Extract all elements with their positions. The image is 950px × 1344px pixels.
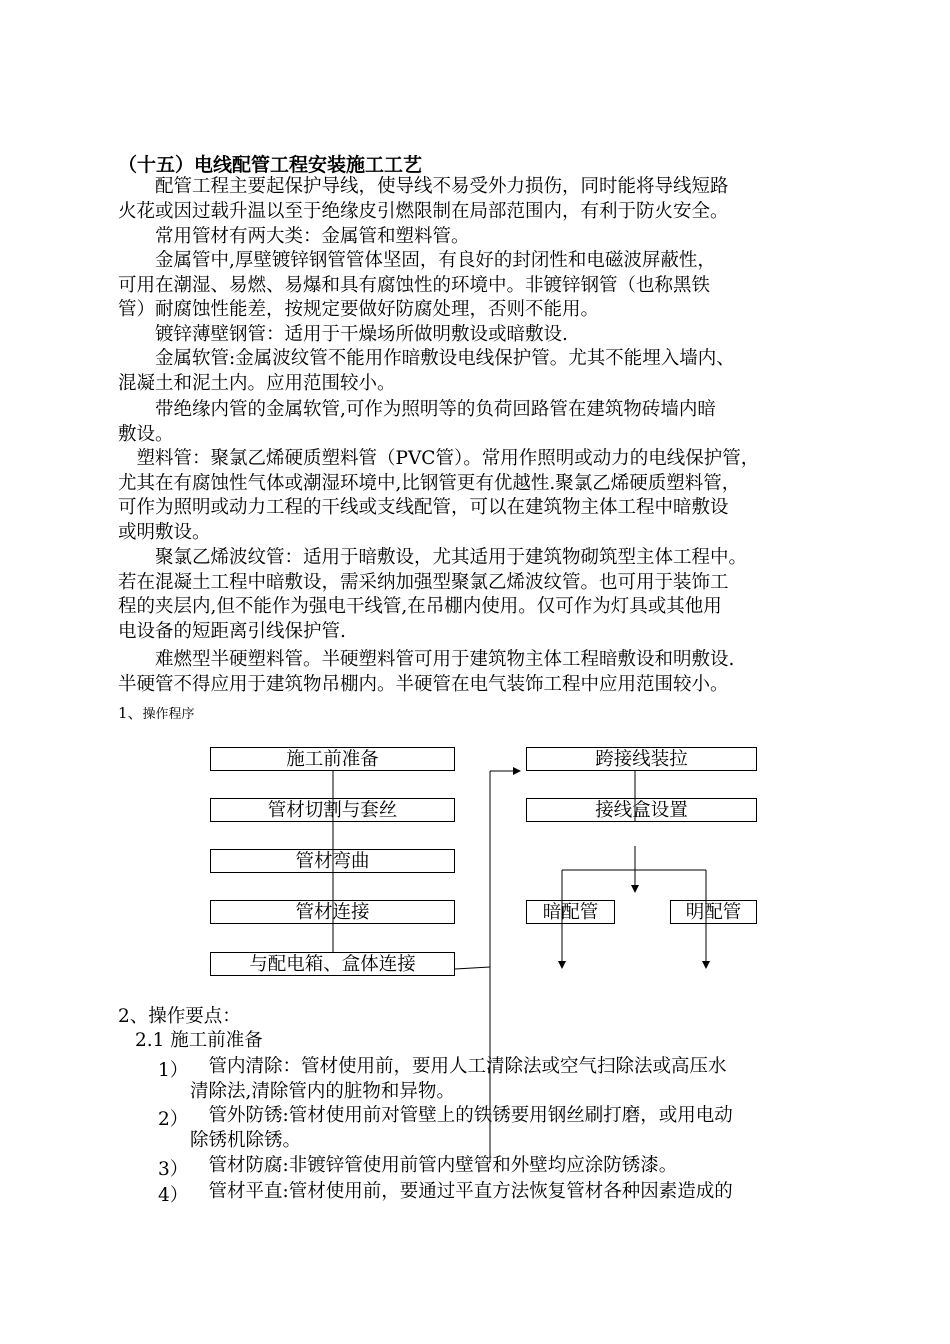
list-item [190,1153,870,1178]
text-line: 可用在潮湿、易燃、易爆和具有腐蚀性的环境中。非镀锌钢管（也称黑铁 [118,274,711,296]
flow-box-connect: 管材连接 [210,900,455,924]
item-number: 2） [158,1109,189,1130]
text-line: 半硬管不得应用于建筑物吊棚内。半硬管在电气装饰工程中应用范围较小。 [118,673,729,695]
text-line: 清除法,清除管内的脏物和异物。 [190,1081,455,1102]
text-line: 带绝缘内管的金属软管,可作为照明等的负荷回路管在建筑物砖墙内暗 [118,399,716,420]
text-line: 常用管材有两大类：金属管和塑料管。 [118,226,470,247]
text-line: 除锈机除锈。 [190,1130,302,1151]
section-number: 1、 [118,704,143,722]
flow-box-jumper: 跨接线装拉 [526,747,757,771]
item-number: 3） [158,1159,189,1180]
text-line: 管）耐腐蚀性能差，按规定要做好防腐处理，否则不能用。 [118,299,600,321]
item-number: 1） [158,1060,189,1081]
subsection-heading: 2.1 施工前准备 [135,1030,263,1051]
text-line: 塑料管：聚氯乙烯硬质塑料管（PVC管）。常用作照明或动力的电线保护管， [118,448,760,469]
text-line: 镀锌薄壁钢管：适用于干燥场所做明敷设或暗敷设. [118,324,568,345]
text-line: 混凝土和泥土内。应用范围较小。 [118,372,396,394]
text-line: 或明敷设。 [118,521,211,543]
flow-box-cut: 管材切割与套丝 [210,798,455,822]
flow-box-concealed: 暗配管 [526,900,615,924]
text-line: 管材平直:管材使用前，要通过平直方法恢复管材各种因素造成的 [190,1181,733,1202]
section-label: 操作程序 [142,707,195,722]
flow-box-exposed: 明配管 [670,900,757,924]
text-line: 管外防锈:管材使用前对管壁上的铁锈要用钢丝刷打磨，或用电动 [190,1105,733,1126]
text-line: 难燃型半硬塑料管。半硬塑料管可用于建筑物主体工程暗敷设和明敷设. [118,649,735,670]
text-line: 聚氯乙烯波纹管：适用于暗敷设，尤其适用于建筑物砌筑型主体工程中。 [118,547,748,568]
text-line: 火花或因过载升温以至于绝缘皮引燃限制在局部范围内，有利于防火安全。 [118,200,729,222]
list-item [190,1103,870,1153]
page-title: （十五）电线配管工程安装施工工艺 [118,154,423,176]
list-item [190,1054,870,1104]
text-line: 尤其在有腐蚀性气体或潮湿环境中,比钢管更有优越性.聚氯乙烯硬质塑料管， [118,472,741,494]
flow-box-box-connect: 与配电箱、盒体连接 [210,952,455,976]
flow-box-junction: 接线盒设置 [526,798,757,822]
text-line: 若在混凝土工程中暗敷设，需采纳加强型聚氯乙烯波纹管。也可用于装饰工 [118,571,729,593]
text-line: 敷设。 [118,423,174,445]
text-line: 配管工程主要起保护导线，使导线不易受外力损伤，同时能将导线短路 [118,176,729,197]
item-number: 4） [158,1185,189,1206]
flow-box-bend: 管材弯曲 [210,849,455,873]
flow-box-prep: 施工前准备 [210,747,455,771]
list-item [190,1179,870,1204]
section-heading-2: 2、操作要点： [118,1006,241,1027]
text-line: 管材防腐:非镀锌管使用前管内壁管和外壁均应涂防锈漆。 [190,1155,678,1176]
text-line: 金属管中,厚壁镀锌钢管管体坚固，有良好的封闭性和电磁波屏蔽性， [118,250,716,271]
text-line: 金属软管:金属波纹管不能用作暗敷设电线保护管。尤其不能埋入墙内、 [118,348,735,369]
flow-line-out [455,967,490,969]
text-line: 可作为照明或动力工程的干线或支线配管，可以在建筑物主体工程中暗敷设 [118,497,729,519]
text-line: 程的夹层内,但不能作为强电干线管,在吊棚内使用。仅可作为灯具或其他用 [118,596,722,618]
text-line: 电设备的短距离引线保护管. [118,620,346,642]
text-line: 管内清除：管材使用前，要用人工清除法或空气扫除法或高压水 [190,1056,727,1077]
